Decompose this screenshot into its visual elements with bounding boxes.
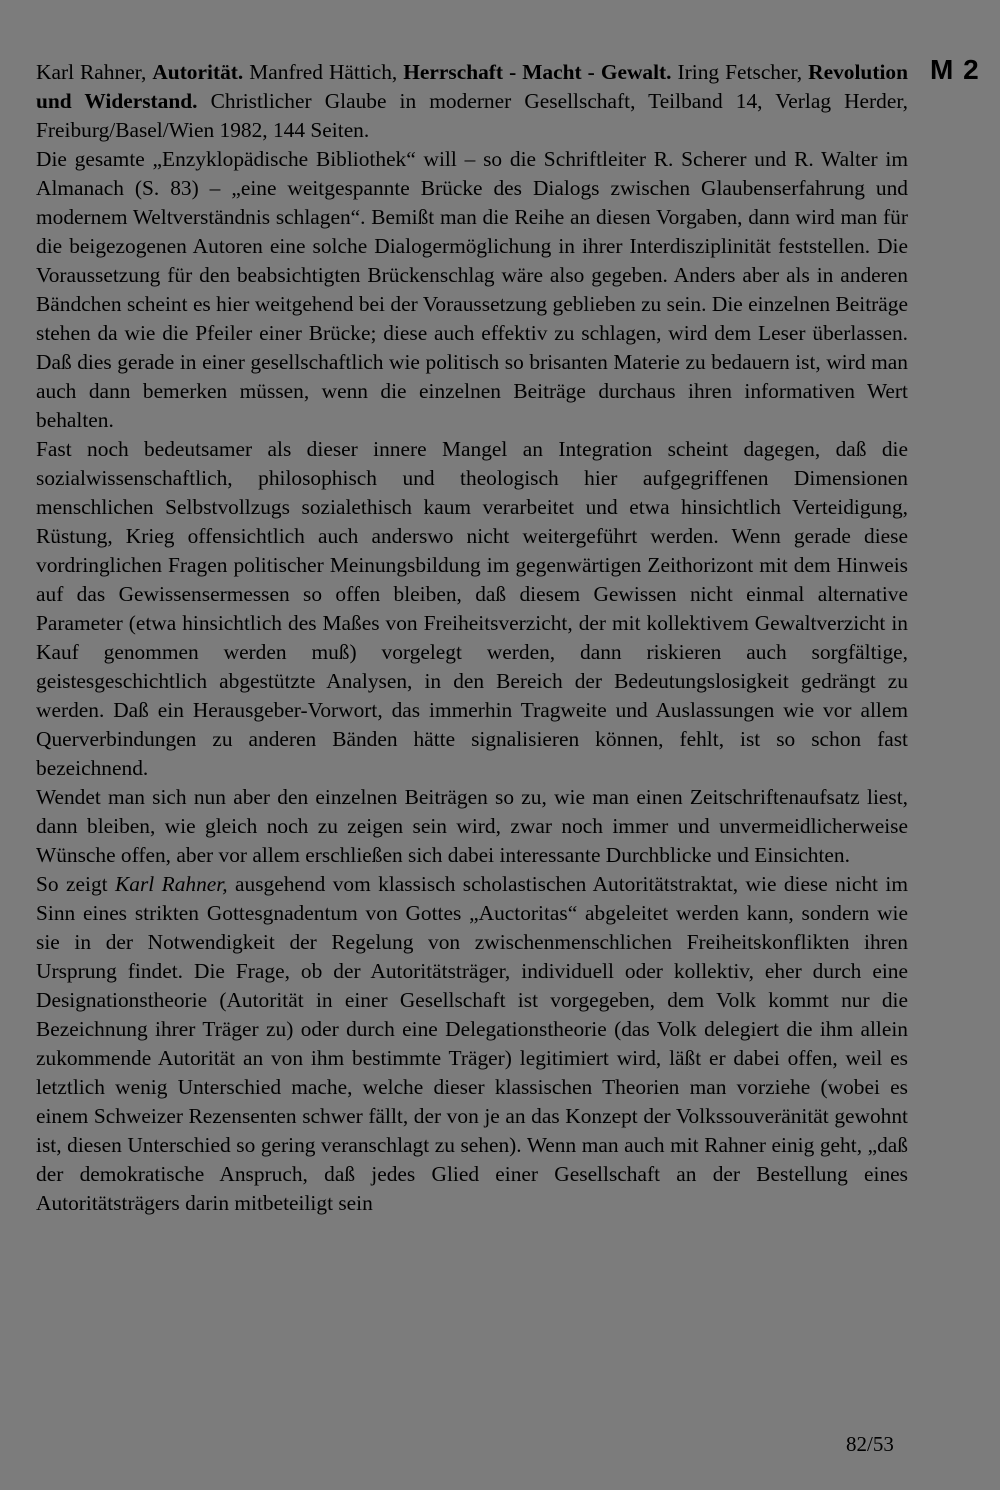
author-fetscher: Iring Fetscher, xyxy=(671,60,809,84)
title-revolution: Revolution und Widerstand. xyxy=(36,60,908,113)
paragraph-3: Wendet man sich nun aber den einzelnen Beiträgen so zu, wie man einen Zeitschriftenaufsatz liest, dann bleiben, wie gleich noch zu zeigen sein wird, zwar noch immer und unvermeidlicherweise Wünsche offen, aber vor allem erschließen sich dabei interessante Durchblicke und Einsichten. xyxy=(36,785,908,867)
page-number: 82/53 xyxy=(846,1432,894,1456)
author-haettich: Manfred Hättich, xyxy=(243,60,404,84)
paragraph-2: Fast noch bedeutsamer als dieser innere Mangel an Integration scheint dagegen, daß die sozialwissenschaftlich, philosophisch und theologisch hier aufgegriffenen Dimensionen menschlichen Selbstvollzugs sozialethisch kaum verarbeitet und etwa hinsichtlich Verteidigung, Rüstung, Krieg offensichtlich auch anderswo nicht weitergeführt werden. Wenn gerade diese vordringlichen Fragen politischer Meinungsbildung im gegenwärtigen Zeithorizont mit dem Hinweis auf das Gewissensermessen so offen bleiben, daß diesem Gewissen nicht einmal alternative Parameter (etwa hinsichtlich des Maßes von Freiheitsverzicht, der mit kollektivem Gewaltverzicht in Kauf genommen werden muß) vorgelegt werden, dann riskieren auch sorgfältige, geistesgeschichtlich abgestützte Analysen, in den Bereich der Bedeutungslosigkeit gedrängt zu werden. Daß ein Herausgeber-Vorwort, das immerhin Tragweite und Auslassungen wie vor allem Querverbindungen zu anderen Bänden hätte signalisieren können, fehlt, ist so schon fast bezeichnend. xyxy=(36,437,908,780)
title-autoritaet: Autorität. xyxy=(152,60,244,84)
series-info: Christlicher Glaube in moderner Gesellschaft, Teilband 14, Verlag Herder, Freiburg/Basel/Wien 1982, 144 Seiten. xyxy=(36,89,908,142)
paragraph-4-lead: So zeigt xyxy=(36,872,115,896)
paragraph-4-rest: ausgehend vom klassisch scholastischen Autoritätstraktat, wie diese nicht im Sinn eines strikten Gottesgnadentum von Gottes „Auctoritas“ abgeleitet werden kann, sondern wie sie in der Notwendigkeit der Regelung von zwischenmenschlichen Freiheitskonflikten ihren Ursprung findet. Die Frage, ob der Autoritätsträger, individuell oder kollektiv, eher durch eine Designationstheorie (Autorität in einer Gesellschaft ist vorgegeben, dem Volk kommt nur die Bezeichnung ihrer Träger zu) oder durch eine Delegationstheorie (das Volk delegiert die ihm allein zukommende Autorität an von ihm bestimmte Träger) legitimiert wird, läßt er dabei offen, weil es letztlich wenig Unterschied mache, welche dieser klassischen Theorien man vorziehe (wobei es einem Schweizer Rezensenten schwer fällt, der von je an das Konzept der Volkssouveränität gewohnt ist, diesen Unterschied so gering veranschlagt zu sehen). Wenn man auch mit Rahner einig geht, „daß der demokratische Anspruch, daß jedes Glied einer Gesellschaft an der Bestellung eines Autoritätsträgers darin mitbeteiligt sein xyxy=(36,872,908,1215)
section-marker: M 2 xyxy=(930,54,980,85)
paragraph-1: Die gesamte „Enzyklopädische Bibliothek“ will – so die Schriftleiter R. Scherer und R. Walter im Almanach (S. 83) – „eine weitgespannte Brücke des Dialogs zwischen Glaubenserfahrung und modernem Weltverständnis schlagen“. Bemißt man die Reihe an diesen Vorgaben, dann wird man für die beigezogenen Autoren eine solche Dialogermöglichung in ihrer Interdisziplinität feststellen. Die Voraussetzung für den beabsichtigten Brückenschlag wäre also gegeben. Anders aber als in anderen Bändchen scheint es hier weitgehend bei der Voraussetzung geblieben zu sein. Die einzelnen Beiträge stehen da wie die Pfeiler einer Brücke; diese auch effektiv zu schlagen, wird dem Leser überlassen. Daß dies gerade in einer gesellschaftlich wie politisch so brisanten Materie zu bedauern ist, wird man auch dann bemerken müssen, wenn die einzelnen Beiträge durchaus ihren informativen Wert behalten. xyxy=(36,147,908,432)
author-rahner: Karl Rahner, xyxy=(36,60,153,84)
document-body xyxy=(36,58,908,1218)
name-karl-rahner: Karl Rahner, xyxy=(115,872,228,896)
title-herrschaft: Herrschaft - Macht - Gewalt. xyxy=(403,60,672,84)
bibliographic-reference xyxy=(36,58,908,145)
paragraph-4 xyxy=(36,870,908,1218)
